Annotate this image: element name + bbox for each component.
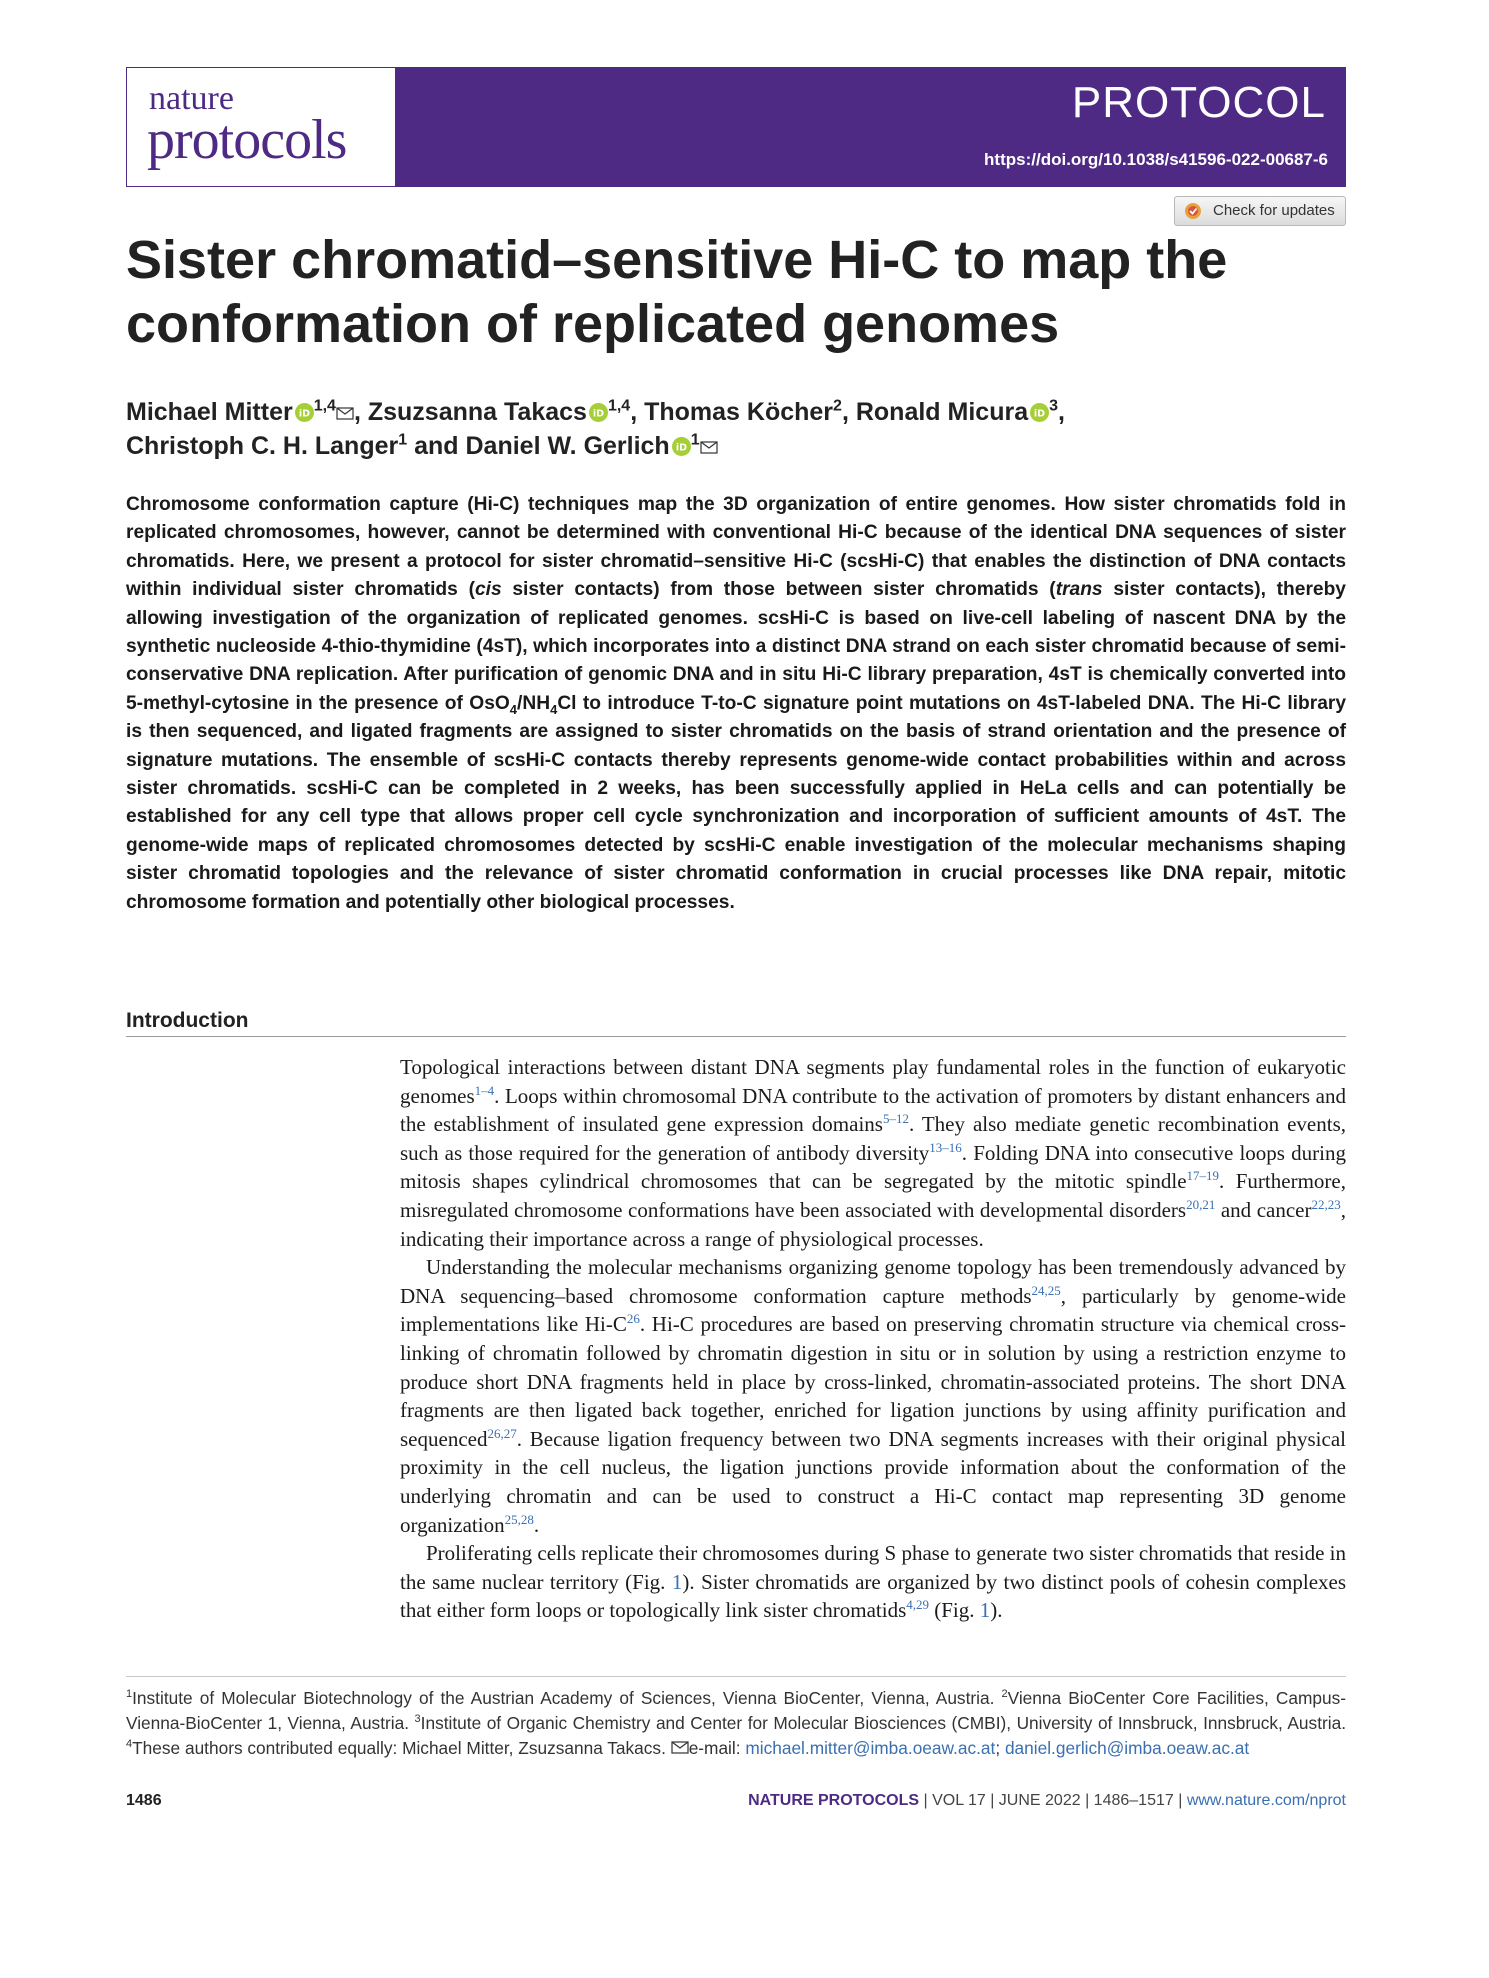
orcid-icon[interactable]	[589, 403, 608, 422]
affiliation-number: 2	[1001, 1688, 1008, 1701]
orcid-icon[interactable]	[672, 437, 691, 456]
intro-paragraph: Understanding the molecular mechanisms organizing genome topology has been tremendously advanced by DNA sequencing–based chromosome conformation capture methods$^{24,25}$, particularly by genome-wide implementations like Hi-C$^{26}$. Hi-C procedures are based on preserving chromatin structure via chemical cross-linking of chromatin followed by chromatin digestion in situ or in solution by using a restriction enzyme to produce short DNA fragments held in place by cross-linked, chromatin-associated proteins. The short DNA fragments are then ligated back together, enriched for ligation junctions by using affinity purification and sequenced$^{26,27}$. Because ligation frequency between two DNA segments increases with their original physical proximity in the cell nucleus, the ligation junctions provide information about the conformation of the underlying chromatin and can be used to construct a Hi-C contact map representing 3D genome organization$^{25,28}$.	[400, 1255, 1347, 1537]
corresponding-author-icon	[336, 407, 354, 420]
figure-link[interactable]: 1	[671, 1569, 683, 1594]
article-title: Sister chromatid–sensitive Hi-C to map the conformation of replicated genomes	[126, 230, 1228, 354]
journal-footer	[748, 1793, 1346, 1809]
citation-link[interactable]: 24,25	[1031, 1282, 1061, 1298]
email-envelope-icon	[671, 1741, 689, 1754]
section-divider	[126, 1036, 1346, 1037]
author-name[interactable]: Thomas Köcher	[644, 398, 834, 426]
article-type: PROTOCOL	[1071, 78, 1326, 127]
svg-text:iD: iD	[298, 408, 310, 420]
abstract: Chromosome conformation capture (Hi-C) techniques map the 3D organization of entire genomes. How sister chromatids fold in replicated chromosomes, however, cannot be determined with conventional Hi-C because of the identical DNA sequences of sister chromatids. Here, we present a protocol for sister chromatid–sensitive Hi-C (scsHi-C) that enables the distinction of DNA contacts within individual sister chromatids (cis sister contacts) from those between sister chromatids (trans sister contacts), thereby allowing investigation of the organization of replicated genomes. scsHi-C is based on live-cell labeling of nascent DNA by the synthetic nucleoside 4-thio-thymidine (4sT), which incorporates into a distinct DNA strand on each sister chromatid because of semi-conservative DNA replication. After purification of genomic DNA and in situ Hi-C library preparation, 4sT is chemically converted into 5-methyl-cytosine in the presence of $OsO_4/NH_4Cl$ to introduce T-to-C signature point mutations on 4sT-labeled DNA. The Hi-C library is then sequenced, and ligated fragments are assigned to sister chromatids on the basis of strand orientation and the presence of signature mutations. The ensemble of scsHi-C contacts thereby represents genome-wide contact probabilities within and across sister chromatids. scsHi-C can be completed in 2 weeks, has been successfully applied in HeLa cells and can potentially be established for any cell type that allows proper cell cycle synchronization and incorporation of sufficient amounts of 4sT. The genome-wide maps of replicated chromosomes detected by scsHi-C enable investigation of the molecular mechanisms shaping sister chromatid topologies and the relevance of sister chromatid conformation in crucial processes like DNA repair, mitotic chromosome formation and potentially other biological processes.	[126, 494, 1347, 913]
check-for-updates-button[interactable]	[1174, 196, 1346, 226]
citation-link[interactable]: 22,23	[1311, 1196, 1341, 1212]
logo-nature-text: nature	[149, 80, 234, 117]
author-affiliation-marker: 1,4	[313, 397, 336, 415]
author-name[interactable]: Zsuzsanna Takacs	[367, 398, 587, 426]
author-affiliation-marker: 1,4	[607, 397, 631, 415]
footer-journal-name: NATURE PROTOCOLS	[748, 1792, 920, 1809]
citation-link[interactable]: 17–19	[1186, 1168, 1220, 1184]
intro-paragraph: Topological interactions between distant DNA segments play fundamental roles in the function of eukaryotic genomes$^{1-4}$. Loops within chromosomal DNA contribute to the activation of promoters by distant enhancers and the establishment of insulated gene expression domains$^{5-12}$. They also mediate genetic recombination events, such as those required for the generation of antibody diversity$^{13-16}$. Folding DNA into consecutive loops during mitosis shapes cylindrical chromosomes that can be segregated by the mitotic spindle$^{17-19}$. Furthermore, misregulated chromosome conformations have been associated with developmental disorders$^{20,21}$ and cancer$^{22,23}$, indicating their importance across a range of physiological processes.	[400, 1055, 1346, 1251]
svg-text:iD: iD	[1034, 408, 1046, 420]
orcid-icon[interactable]	[1030, 403, 1049, 422]
affiliations: $^1$Institute of Molecular Biotechnology of the Austrian Academy of Sciences, Vienna BioCenter, Vienna, Austria. $^2$Vienna BioCenter Core Facilities, Campus-Vienna-BioCenter 1, Vienna, Austria. $^3$Institute of Organic Chemistry and Center for Molecular Biosciences (CMBI), University of Innsbruck, Innsbruck, Austria. $^4$These authors contributed equally: Michael Mitter, Zsuzsanna Takacs. e-mail: michael.mitter@imba.oeaw.ac.at; daniel.gerlich@imba.oeaw.ac.at	[126, 1688, 1346, 1758]
author-name[interactable]: Michael Mitter	[126, 398, 293, 426]
citation-link[interactable]: 4,29	[906, 1597, 929, 1613]
citation-link[interactable]: 26,27	[487, 1425, 517, 1441]
journal-logo[interactable]	[127, 68, 395, 186]
author-name[interactable]: Christoph C. H. Langer	[126, 432, 399, 460]
logo-protocols-text: protocols	[147, 109, 347, 171]
author-name[interactable]: Daniel W. Gerlich	[465, 432, 670, 460]
citation-link[interactable]: 25,28	[504, 1511, 534, 1527]
svg-text:iD: iD	[592, 408, 605, 420]
citation-link[interactable]: 1–4	[474, 1082, 495, 1098]
corresponding-author-icon	[700, 441, 718, 454]
author-affiliation-marker: 3	[1049, 397, 1059, 415]
citation-link[interactable]: 5–12	[882, 1111, 909, 1127]
author-affiliation-marker: 1	[690, 431, 700, 449]
citation-link[interactable]: 20,21	[1186, 1196, 1216, 1212]
affiliation-number: 1	[126, 1688, 133, 1701]
author-affiliation-marker: 2	[833, 397, 842, 415]
footer-journal-url[interactable]: www.nature.com/nprot	[1186, 1792, 1346, 1809]
figure-link[interactable]: 1	[979, 1598, 991, 1623]
journal-banner	[126, 67, 1346, 187]
author-name[interactable]: Ronald Micura	[855, 398, 1029, 426]
author-affiliation-marker: 1	[398, 431, 408, 449]
orcid-icon[interactable]	[295, 403, 314, 422]
svg-text:iD: iD	[675, 442, 687, 454]
doi-link[interactable]: https://doi.org/10.1038/s41596-022-00687-6	[984, 150, 1328, 169]
intro-paragraph: Proliferating cells replicate their chromosomes during S phase to generate two sister chromatids that reside in the same nuclear territory (Fig. 1). Sister chromatids are organized by two distinct pools of cohesin complexes that either form loops or topologically link sister chromatids$^{4,29}$ (Fig. 1).	[400, 1541, 1347, 1623]
check-updates-icon	[1184, 202, 1202, 220]
author-list: Michael Mitter iD $^{1,4}$ , Zsuzsanna Takacs iD $^{1,4}$, Thomas Köcher$^2$, Ronald Micura iD $^3$, Christoph C. H. Langer$^1$ and Daniel W. Gerlich iD $^1$	[126, 397, 1065, 460]
citation-link[interactable]: 26	[626, 1311, 640, 1327]
introduction-heading: Introduction	[126, 1009, 249, 1032]
check-updates-label: Check for updates	[1213, 202, 1335, 219]
affiliation-number: 3	[414, 1713, 421, 1726]
introduction-body	[400, 1053, 1346, 1625]
email-link[interactable]: daniel.gerlich@imba.oeaw.ac.at	[1004, 1738, 1250, 1758]
footer-issue-info: | VOL 17 | JUNE 2022 | 1486–1517 |	[919, 1792, 1187, 1809]
email-link[interactable]: michael.mitter@imba.oeaw.ac.at	[745, 1738, 996, 1758]
affiliations-divider	[126, 1676, 1346, 1677]
affiliation-number: 4	[126, 1738, 133, 1751]
citation-link[interactable]: 13–16	[929, 1139, 962, 1155]
page-number: 1486	[126, 1792, 162, 1809]
